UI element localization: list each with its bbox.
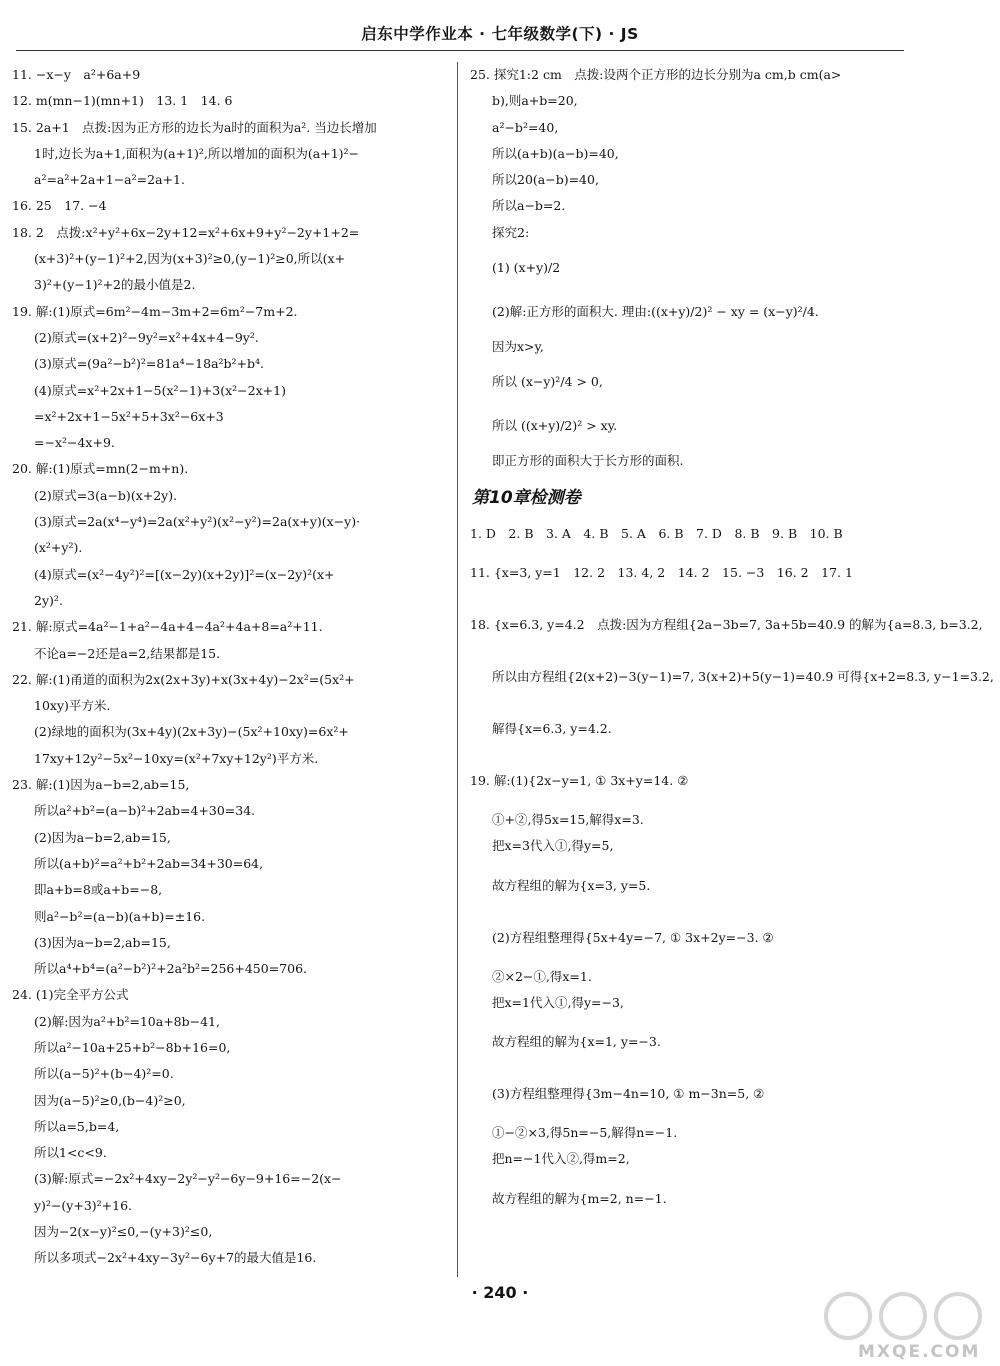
answer-line: (3)原式=2a(x⁴−y⁴)=2a(x²+y²)(x²−y²)=2a(x+y)(x−y)·	[34, 514, 361, 530]
answer-line: (2)因为a−b=2,ab=15,	[34, 829, 171, 845]
answer-line: (2)解:因为a²+b²=10a+8b−41,	[34, 1013, 220, 1029]
answer-line: 把n=−1代入②,得m=2,	[492, 1151, 630, 1167]
answer-line: 所以a=5,b=4,	[34, 1118, 120, 1134]
answer-line: 因为(a−5)²≥0,(b−4)²≥0,	[34, 1092, 186, 1108]
header-title: 启东中学作业本 · 七年级数学(下) · JS	[361, 25, 639, 43]
answer-line: 10xy)平方米.	[34, 698, 111, 714]
answer-line: =x²+2x+1−5x²+5+3x²−6x+3	[34, 408, 224, 424]
answer-line: 所以20(a−b)=40,	[492, 172, 599, 188]
answer-line: ②×2−①,得x=1.	[492, 968, 592, 984]
answer-line: 所以1<c<9.	[34, 1145, 107, 1161]
answer-line: 解得{x=6.3, y=4.2.	[492, 720, 612, 736]
answer-line: 不论a=−2还是a=2,结果都是15.	[34, 645, 221, 661]
answer-line: 3)²+(y−1)²+2的最小值是2.	[34, 277, 196, 293]
answer-line: 把x=3代入①,得y=5,	[492, 838, 614, 854]
answer-line: ①−②×3,得5n=−5,解得n=−1.	[492, 1125, 678, 1141]
answer-line: 12. m(mn−1)(mn+1) 13. 1 14. 6	[12, 93, 233, 109]
answer-line: a²−b²=40,	[492, 119, 559, 135]
answer-line: b),则a+b=20,	[492, 93, 578, 109]
answer-line: 所以a²+b²=(a−b)²+2ab=4+30=34.	[34, 803, 256, 819]
answer-line: (3)原式=(9a²−b²)²=81a⁴−18a²b²+b⁴.	[34, 356, 265, 372]
answer-line: (2)绿地的面积为(3x+4y)(2x+3y)−(5x²+10xy)=6x²+	[34, 724, 349, 740]
answer-line: 2y)².	[34, 592, 63, 608]
answer-line: 所以多项式−2x²+4xy−3y²−6y+7的最大值是16.	[34, 1250, 317, 1266]
header-divider	[16, 50, 904, 51]
answer-line: (x+3)²+(y−1)²+2,因为(x+3)²≥0,(y−1)²≥0,所以(x+	[34, 251, 346, 267]
answer-line: 即正方形的面积大于长方形的面积.	[492, 453, 684, 469]
answer-line: 所以由方程组{2(x+2)−3(y−1)=7, 3(x+2)+5(y−1)=40.9 可得{x+2=8.3, y−1=3.2,	[492, 668, 994, 684]
answer-line: ①+②,得5x=15,解得x=3.	[492, 811, 644, 827]
answer-line: 1. D 2. B 3. A 4. B 5. A 6. B 7. D 8. B 9. B 10. B	[470, 525, 843, 541]
answer-line: 所以a−b=2.	[492, 198, 566, 214]
answer-line: y)²−(y+3)²+16.	[34, 1197, 133, 1213]
answer-line: 25. 探究1:2 cm 点拨:设两个正方形的边长分别为a cm,b cm(a>	[470, 67, 842, 82]
answer-line: 17xy+12y²−5x²−10xy=(x²+7xy+12y²)平方米.	[34, 750, 319, 766]
answer-line: 所以 ((x+y)/2)² > xy.	[492, 418, 618, 434]
answer-line: (2)原式=3(a−b)(x+2y).	[34, 487, 178, 503]
answer-line: 19. 解:(1)原式=6m²−4m−3m+2=6m²−7m+2.	[12, 303, 298, 319]
answer-line: 故方程组的解为{x=1, y=−3.	[492, 1034, 661, 1050]
answer-line: 11. {x=3, y=1 12. 2 13. 4, 2 14. 2 15. −3 16. 2 17. 1	[470, 564, 853, 580]
answer-line: (4)原式=(x²−4y²)²=[(x−2y)(x+2y)]²=(x−2y)²(x+	[34, 566, 335, 582]
answer-line: 11. −x−y a²+6a+9	[12, 67, 141, 82]
answer-line: 所以a²−10a+25+b²−8b+16=0,	[34, 1039, 231, 1055]
answer-line: 24. (1)完全平方公式	[12, 987, 129, 1003]
answer-line: 15. 2a+1 点拨:因为正方形的边长为a时的面积为a². 当边长增加	[12, 119, 377, 135]
answer-line: (2)方程组整理得{5x+4y=−7, ① 3x+2y=−3. ②	[492, 929, 774, 945]
answer-line: 所以 (x−y)²/4 > 0,	[492, 374, 603, 390]
answer-line: 故方程组的解为{m=2, n=−1.	[492, 1190, 667, 1206]
answer-line: 故方程组的解为{x=3, y=5.	[492, 877, 651, 893]
answer-line: (4)原式=x²+2x+1−5(x²−1)+3(x²−2x+1)	[34, 382, 286, 398]
left-column	[12, 62, 444, 1272]
answer-line: (x²+y²).	[34, 540, 83, 556]
answer-line: 因为−2(x−y)²≤0,−(y+3)²≤0,	[34, 1224, 213, 1240]
answer-line: (1) (x+y)/2	[492, 260, 561, 276]
answer-line: 21. 解:原式=4a²−1+a²−4a+4−4a²+4a+8=a²+11.	[12, 619, 323, 635]
answer-line: a²=a²+2a+1−a²=2a+1.	[34, 172, 185, 188]
answer-line: 则a²−b²=(a−b)(a+b)=±16.	[34, 908, 206, 924]
answer-line: 16. 25 17. −4	[12, 198, 107, 214]
answer-line: 18. 2 点拨:x²+y²+6x−2y+12=x²+6x+9+y²−2y+1+2=	[12, 224, 360, 240]
right-column	[470, 62, 994, 1225]
answer-line: (3)因为a−b=2,ab=15,	[34, 934, 171, 950]
answer-line: 所以(a+b)²=a²+b²+2ab=34+30=64,	[34, 855, 264, 871]
answer-line: 20. 解:(1)原式=mn(2−m+n).	[12, 461, 189, 477]
answer-line: (3)解:原式=−2x²+4xy−2y²−y²−6y−9+16=−2(x−	[34, 1171, 342, 1187]
page-number: · 240 ·	[471, 1283, 529, 1302]
answer-line: 把x=1代入①,得y=−3,	[492, 994, 624, 1010]
answer-line: (2)解:正方形的面积大. 理由:((x+y)/2)² − xy = (x−y)²/4.	[492, 304, 819, 320]
column-divider	[457, 62, 458, 1277]
answer-line: =−x²−4x+9.	[34, 435, 115, 451]
watermark-text: MXQE.COM	[858, 1342, 981, 1362]
answer-line: 探究2:	[492, 224, 530, 240]
answer-line: 19. 解:(1){2x−y=1, ① 3x+y=14. ②	[470, 772, 689, 788]
answer-line: (2)原式=(x+2)²−9y²=x²+4x+4−9y².	[34, 329, 259, 345]
answer-line: 23. 解:(1)因为a−b=2,ab=15,	[12, 777, 190, 793]
chapter-title: 第10章检测卷	[472, 487, 581, 508]
answer-line: 因为x>y,	[492, 339, 544, 355]
answer-line: 即a+b=8或a+b=−8,	[34, 882, 163, 898]
answer-line: 所以(a−5)²+(b−4)²=0.	[34, 1066, 174, 1082]
answer-line: 18. {x=6.3, y=4.2 点拨:因为方程组{2a−3b=7, 3a+5b=40.9 的解为{a=8.3, b=3.2,	[470, 616, 983, 632]
answer-line: 所以(a+b)(a−b)=40,	[492, 145, 619, 161]
answer-line: (3)方程组整理得{3m−4n=10, ① m−3n=5, ②	[492, 1086, 765, 1102]
answer-line: 22. 解:(1)甬道的面积为2x(2x+3y)+x(3x+4y)−2x²=(5x²+	[12, 671, 355, 687]
answer-line: 1时,边长为a+1,面积为(a+1)²,所以增加的面积为(a+1)²−	[34, 145, 360, 161]
answer-line: 所以a⁴+b⁴=(a²−b²)²+2a²b²=256+450=706.	[34, 961, 308, 977]
